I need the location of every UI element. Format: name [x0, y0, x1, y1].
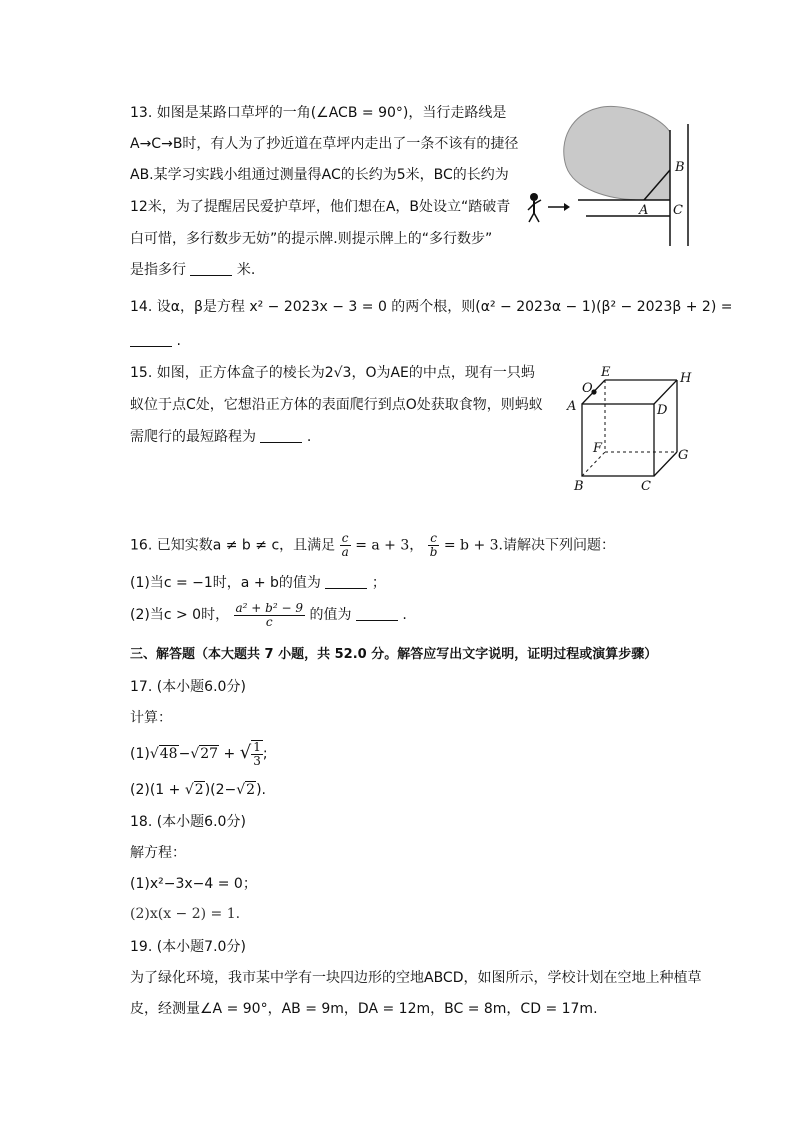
q19-heading: 19. (本小题7.0分) — [130, 939, 246, 955]
arrow-right-icon — [548, 203, 570, 211]
q17-part-1-end: ; — [262, 746, 268, 762]
q13-line-6-unit: 米. — [236, 262, 256, 278]
q16-line-1 — [130, 532, 615, 559]
q16-sep: ， — [409, 537, 424, 554]
minus-sign: − — [178, 746, 191, 762]
q16-part-2-text: (2)当c > 0时， — [130, 607, 230, 623]
answer-blank — [130, 332, 172, 347]
q16-part-2 — [130, 600, 407, 630]
label-f: F — [593, 441, 603, 456]
fraction-c-over-b — [428, 532, 440, 559]
q19-line-2: 皮，经测量∠A = 90°，AB = 9m，DA = 12m，BC = 8m，CD = 17m. — [130, 1001, 598, 1017]
label-b: B — [574, 479, 584, 494]
label-c: C — [641, 479, 651, 494]
fraction-one-third: $\frac{1}{3}$ — [253, 740, 261, 768]
q18-intro: 解方程： — [130, 845, 186, 861]
label-d: D — [657, 403, 668, 418]
answer-blank — [190, 261, 232, 276]
frac-num: a² + b² − 9 — [235, 600, 303, 615]
q17-part-1 — [130, 737, 268, 770]
q16-part-2-mid: 的值为 — [309, 607, 352, 623]
sqrt-one-third: √ — [239, 742, 252, 763]
answer-blank — [260, 428, 302, 443]
q16-part-1-text: (1)当c = −1时，a + b的值为 — [130, 575, 321, 591]
lawn-shape — [564, 106, 670, 200]
label-g: G — [678, 448, 689, 463]
sqrt-2: √2 — [236, 782, 256, 798]
q15-line-3-text: 需爬行的最短路程为 — [130, 429, 256, 445]
q16-intro: 16. 已知实数a ≠ b ≠ c，且满足 — [130, 537, 336, 554]
q13-line-3: AB.某学习实践小组通过测量得AC的长约为5米，BC的长约为 — [130, 167, 509, 183]
q17-part-2-b: )(2− — [204, 782, 237, 798]
sqrt-2: √2 — [184, 782, 204, 798]
q17-intro: 计算： — [130, 710, 172, 726]
frac-den: c — [265, 614, 273, 629]
frac-num: c — [428, 532, 440, 546]
q13-line-5: 白可惜，多行数步无妨”的提示牌.则提示牌上的“多行数步” — [130, 231, 493, 247]
q18-heading: 18. (本小题6.0分) — [130, 814, 246, 830]
q17-part-2-c: ). — [256, 782, 267, 798]
cube-front-face — [582, 404, 654, 476]
q14-line-1: 14. 设α，β是方程 x² − 2023x − 3 = 0 的两个根，则(α² − 2023α − 1)(β² − 2023β + 2) = — [130, 299, 733, 315]
q16-instruction: 请解决下列问题： — [503, 537, 616, 554]
section-heading: 三、解答题（本大题共 7 小题，共 52.0 分。解答应写出文字说明，证明过程或演算步骤） — [130, 647, 658, 662]
q16-eq-1: = a + 3 — [355, 537, 410, 554]
label-b: B — [675, 160, 685, 175]
q18-part-2: (2)x(x − 2) = 1. — [130, 906, 241, 922]
label-c: C — [673, 203, 683, 218]
q13-line-6 — [130, 260, 255, 280]
q17-heading: 17. (本小题6.0分) — [130, 679, 246, 695]
q15-line-3-end: . — [306, 429, 312, 445]
frac-num: c — [340, 532, 351, 546]
frac-den: a — [341, 545, 349, 559]
q13-line-4: 12米，为了提醒居民爱护草坪，他们想在A，B处设立“踏破青 — [130, 199, 511, 215]
q18-part-1: (1)x²−3x−4 = 0； — [130, 876, 257, 892]
q13-line-2: A→C→B时，有人为了抄近道在草坪内走出了一条不该有的捷径 — [130, 136, 519, 152]
fraction-c-over-a — [340, 532, 351, 559]
q15-line-1: 15. 如图，正方体盒子的棱长为2√3，O为AE的中点，现有一只蚂 — [130, 365, 535, 381]
q15-line-2: 蚁位于点C处，它想沿正方体的表面爬行到点O处获取食物，则蚂蚁 — [130, 397, 543, 413]
q14-line-2-end: . — [176, 333, 181, 349]
label-a: A — [567, 399, 577, 414]
answer-blank — [356, 606, 398, 621]
label-h: H — [680, 371, 692, 386]
cube-figure — [560, 360, 700, 500]
sqrt-27: √27 — [190, 746, 219, 762]
q17-part-2-a: (2)(1 + — [130, 782, 185, 798]
q16-part-1-end: ； — [371, 575, 386, 591]
lawn-figure — [520, 100, 700, 250]
plus-sign: + — [219, 746, 240, 762]
frac-den: b — [429, 545, 438, 559]
label-e: E — [601, 365, 611, 380]
sqrt-48: √48 — [149, 746, 178, 762]
q16-part-1 — [130, 573, 386, 593]
q19-line-1: 为了绿化环境，我市某中学有一块四边形的空地ABCD，如图所示，学校计划在空地上种植草 — [130, 970, 702, 986]
q17-part-1-label: (1) — [130, 746, 150, 762]
answer-blank — [325, 574, 367, 589]
q13-line-6-text: 是指多行 — [130, 262, 186, 278]
q16-part-2-end: . — [402, 607, 407, 623]
label-o: O — [582, 381, 593, 396]
fraction-expression — [234, 602, 305, 629]
q13-line-1: 13. 如图是某路口草坪的一角(∠ACB = 90°)，当行走路线是 — [130, 105, 507, 121]
q17-part-2 — [130, 780, 266, 800]
q16-eq-2: = b + 3. — [443, 537, 504, 554]
walker-icon — [528, 193, 541, 222]
q14-line-2 — [130, 331, 181, 351]
q15-line-3 — [130, 427, 311, 447]
label-a: A — [639, 203, 649, 218]
